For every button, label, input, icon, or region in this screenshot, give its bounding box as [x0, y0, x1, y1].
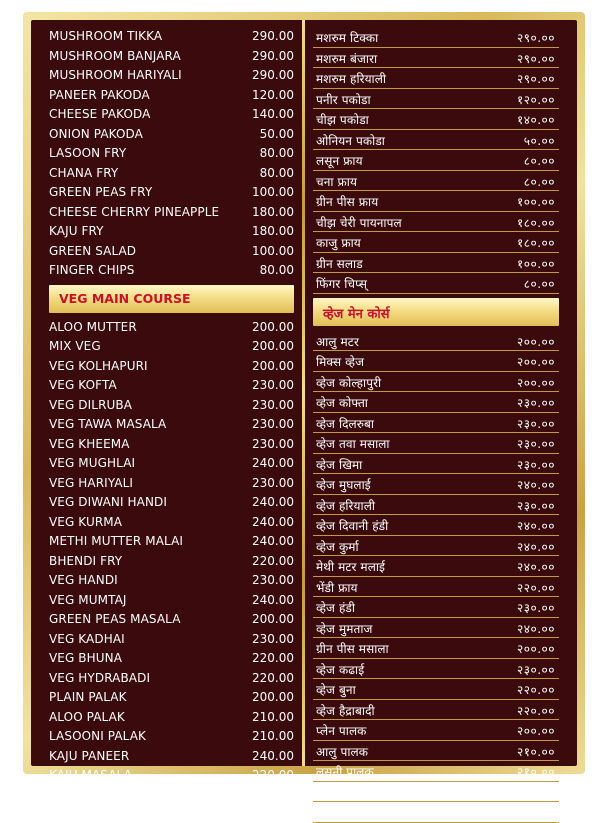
menu-item — [313, 433, 559, 454]
item-name: लसुनी पालक — [316, 765, 374, 779]
menu-item — [313, 495, 559, 516]
item-price: 240.00 — [252, 592, 294, 607]
item-price: २१०.०० — [516, 765, 555, 779]
item-price: 220.00 — [252, 670, 294, 685]
item-name: मशरुम टिक्का — [316, 31, 379, 45]
item-price: 140.00 — [252, 107, 294, 121]
item-name: GREEN PEAS FRY — [49, 185, 153, 199]
menu-item — [313, 171, 559, 192]
menu-item — [49, 708, 294, 728]
menu-item — [49, 630, 294, 650]
item-name: ALOO PALAK — [49, 709, 125, 724]
item-name: VEG TAWA MASALA — [49, 417, 167, 431]
item-price: 100.00 — [252, 243, 294, 258]
menu-item — [313, 679, 559, 700]
menu-item — [49, 649, 294, 669]
marathi-column — [313, 20, 559, 823]
item-name: MIX VEG — [49, 339, 101, 353]
item-name: आलु मटर — [316, 334, 359, 349]
menu-item — [49, 493, 294, 513]
menu-item — [49, 610, 294, 630]
item-name: व्हेज मुघलाई — [316, 478, 371, 492]
item-price: १८०.०० — [516, 215, 555, 230]
item-name: MUSHROOM HARIYALI — [49, 68, 182, 82]
menu-item — [313, 413, 559, 434]
item-price: 200.00 — [252, 690, 294, 704]
menu-item — [49, 454, 294, 474]
item-price: १२०.०० — [516, 92, 555, 107]
item-name: PLAIN PALAK — [49, 690, 127, 704]
menu-item — [49, 474, 294, 494]
item-name: लसून फ्राय — [316, 154, 363, 168]
item-price: ८०.०० — [523, 154, 555, 168]
item-price: 210.00 — [252, 709, 294, 724]
menu-item — [49, 376, 294, 396]
menu-item — [49, 396, 294, 416]
menu-item — [49, 415, 294, 435]
item-name: KAJU MASALA — [49, 768, 132, 782]
item-price: १४०.०० — [516, 113, 555, 127]
item-name: VEG KOLHAPURI — [49, 358, 148, 373]
item-name: VEG MUGHLAI — [49, 456, 136, 470]
item-name: व्हेज तवा मसाला — [316, 437, 390, 451]
item-name: व्हेज कुर्मा — [316, 539, 359, 554]
item-price: 220.00 — [252, 651, 294, 665]
menu-item — [313, 27, 559, 48]
menu-item — [313, 782, 559, 803]
english-column — [49, 20, 294, 786]
item-price: 290.00 — [252, 68, 294, 82]
item-name: GREEN SALAD — [49, 243, 137, 258]
item-name: काजु मसाला — [316, 806, 372, 820]
item-price: 240.00 — [252, 748, 294, 763]
item-price: 230.00 — [252, 417, 294, 431]
item-name: LASOONI PALAK — [49, 729, 147, 743]
item-name: MUSHROOM BANJARA — [49, 48, 181, 63]
item-price: 180.00 — [252, 204, 294, 219]
item-name: ग्रीन सलाड — [316, 256, 363, 271]
menu-item — [313, 253, 559, 274]
item-price: 240.00 — [252, 514, 294, 529]
item-price: 210.00 — [252, 729, 294, 743]
menu-item — [49, 105, 294, 125]
item-price: २३०.०० — [516, 396, 555, 410]
menu-item — [313, 741, 559, 762]
item-name: VEG HARIYALI — [49, 475, 134, 490]
item-price: 80.00 — [259, 146, 294, 160]
item-name: VEG KOFTA — [49, 378, 117, 392]
item-name: व्हेज बुना — [316, 683, 356, 697]
item-name: VEG KADHAI — [49, 631, 125, 646]
item-name: काजु पनीर — [316, 785, 364, 800]
item-name: आलु पालक — [316, 744, 369, 759]
menu-item — [49, 513, 294, 533]
menu-item — [313, 68, 559, 89]
menu-item — [49, 532, 294, 552]
item-name: KAJU PANEER — [49, 748, 130, 763]
item-name: ग्रीन पीस मसाला — [316, 642, 389, 656]
menu-item — [49, 183, 294, 203]
menu-item — [49, 242, 294, 262]
item-price: १८०.०० — [516, 236, 555, 250]
item-price: २३०.०० — [516, 457, 555, 472]
item-name: पनीर पकोडा — [316, 92, 371, 107]
menu-item — [49, 766, 294, 786]
menu-item — [49, 125, 294, 145]
menu-item — [313, 659, 559, 680]
item-price: ५०.०० — [523, 133, 555, 148]
item-price: 230.00 — [252, 378, 294, 392]
menu-item — [313, 577, 559, 598]
item-name: ओनियन पकोडा — [316, 133, 385, 148]
item-price: १००.०० — [516, 195, 555, 209]
item-name: मिक्स व्हेज — [316, 355, 365, 369]
item-name: VEG DILRUBA — [49, 397, 133, 412]
item-name: ONION PAKODA — [49, 126, 143, 141]
item-name: VEG MUMTAJ — [49, 592, 127, 607]
menu-item — [313, 150, 559, 171]
menu-item — [49, 435, 294, 455]
menu-item — [49, 27, 294, 47]
item-price: 230.00 — [252, 475, 294, 490]
item-price: 230.00 — [252, 631, 294, 646]
item-price: 230.00 — [252, 436, 294, 451]
item-price: २००.०० — [516, 375, 555, 390]
item-price: 200.00 — [252, 358, 294, 373]
menu-item — [313, 372, 559, 393]
item-price: 220.00 — [252, 553, 294, 568]
menu-item — [49, 144, 294, 164]
menu-item — [313, 700, 559, 721]
item-name: VEG KURMA — [49, 514, 123, 529]
item-price: २२०.०० — [516, 703, 555, 718]
menu-item — [313, 273, 559, 294]
item-price: 80.00 — [259, 165, 294, 180]
menu-item — [49, 571, 294, 591]
item-name: व्हेज हैद्राबादी — [316, 703, 375, 718]
menu-item — [313, 130, 559, 151]
menu-item — [313, 556, 559, 577]
item-name: व्हेज दिवानी हंडी — [316, 519, 389, 533]
menu-item — [313, 474, 559, 495]
item-name: VEG BHUNA — [49, 651, 123, 665]
item-name: MUSHROOM TIKKA — [49, 29, 163, 43]
item-price: २४०.०० — [516, 478, 555, 492]
item-price: 240.00 — [252, 495, 294, 509]
menu-item — [313, 454, 559, 475]
item-price: २४०.०० — [516, 519, 555, 533]
item-name: ALOO MUTTER — [49, 319, 137, 334]
item-name: मशरुम बंजारा — [316, 51, 378, 66]
menu-item — [49, 86, 294, 106]
item-price: 230.00 — [252, 573, 294, 587]
starters-list-en — [49, 20, 294, 281]
menu-item — [313, 89, 559, 110]
menu-item — [313, 720, 559, 741]
item-price: 100.00 — [252, 185, 294, 199]
menu-item — [49, 164, 294, 184]
item-price: ८०.०० — [523, 277, 555, 291]
item-price: 240.00 — [252, 456, 294, 470]
item-name: व्हेज दिलरुबा — [316, 416, 375, 431]
item-price: १००.०० — [516, 256, 555, 271]
menu-item — [49, 318, 294, 338]
menu-item — [313, 536, 559, 557]
item-price: २३०.०० — [516, 601, 555, 615]
item-name: व्हेज हरियाली — [316, 498, 376, 513]
menu-item — [313, 761, 559, 782]
item-name: काजु फ्राय — [316, 236, 361, 250]
menu-item — [313, 515, 559, 536]
item-price: २००.०० — [516, 355, 555, 369]
menu-item — [49, 669, 294, 689]
item-name: METHI MUTTER MALAI — [49, 534, 184, 548]
item-name: BHENDI FRY — [49, 553, 123, 568]
menu-item — [313, 212, 559, 233]
item-price: २२०.०० — [516, 580, 555, 595]
item-name: CHEESE PAKODA — [49, 107, 151, 121]
item-price: २२०.०० — [516, 806, 555, 820]
item-name: व्हेज कोल्हापुरी — [316, 375, 382, 390]
item-price: २३०.०० — [516, 498, 555, 513]
item-price: 200.00 — [252, 339, 294, 353]
item-price: 220.00 — [252, 768, 294, 782]
item-price: २००.०० — [516, 642, 555, 656]
menu-item — [313, 48, 559, 69]
section-header-veg-main-course-marathi — [313, 298, 559, 326]
menu-item — [313, 232, 559, 253]
item-price: २२०.०० — [516, 683, 555, 697]
item-price: २००.०० — [516, 334, 555, 349]
item-name: मशरुम हरियाली — [316, 72, 387, 86]
menu-item — [313, 638, 559, 659]
item-name: व्हेज हंडी — [316, 601, 356, 615]
item-price: २४०.०० — [516, 621, 555, 636]
item-name: चीझ चेरी पायनापल — [316, 215, 402, 230]
item-name: ग्रीन पीस फ्राय — [316, 195, 379, 209]
item-price: 200.00 — [252, 612, 294, 626]
item-name: व्हेज कोफ्ता — [316, 396, 368, 410]
item-price: 180.00 — [252, 224, 294, 238]
menu-item — [49, 552, 294, 572]
item-name: LASOON FRY — [49, 146, 127, 160]
item-price: २९०.०० — [516, 72, 555, 86]
menu-item — [49, 688, 294, 708]
menu-item — [313, 191, 559, 212]
menu-item — [313, 331, 559, 352]
item-price: २४०.०० — [516, 539, 555, 554]
item-name: चीझ पकोडा — [316, 113, 369, 127]
menu-item — [49, 222, 294, 242]
item-price: २००.०० — [516, 724, 555, 738]
main-course-list-en — [49, 318, 294, 786]
menu-item — [313, 802, 559, 823]
item-price: 290.00 — [252, 48, 294, 63]
item-price: २४०.०० — [516, 560, 555, 574]
item-price: २९०.०० — [516, 31, 555, 45]
item-price: २१०.०० — [516, 744, 555, 759]
item-price: २९०.०० — [516, 51, 555, 66]
main-course-list-hi — [313, 331, 559, 823]
menu-item — [49, 727, 294, 747]
item-name: KAJU FRY — [49, 224, 104, 238]
item-name: VEG HANDI — [49, 573, 118, 587]
item-name: CHEESE CHERRY PINEAPPLE — [49, 204, 220, 219]
menu-item — [49, 591, 294, 611]
item-price: 290.00 — [252, 29, 294, 43]
starters-list-hi — [313, 20, 559, 294]
item-price: ८०.०० — [523, 174, 555, 189]
menu-item — [313, 392, 559, 413]
item-price: 80.00 — [259, 263, 294, 277]
item-name: FINGER CHIPS — [49, 263, 135, 277]
menu-item — [49, 261, 294, 281]
item-name: VEG DIWANI HANDI — [49, 495, 168, 509]
menu-item — [313, 109, 559, 130]
item-name: व्हेज मुमताज — [316, 621, 373, 636]
menu-item — [313, 351, 559, 372]
section-title: व्हेज मेन कोर्स — [323, 306, 390, 322]
item-price: 120.00 — [252, 87, 294, 102]
item-price: 50.00 — [259, 126, 294, 141]
menu-item — [49, 747, 294, 767]
menu-item — [49, 337, 294, 357]
item-name: चना फ्राय — [316, 174, 358, 189]
item-price: २३०.०० — [516, 416, 555, 431]
item-name: प्लेन पालक — [316, 724, 367, 738]
item-price: २४०.०० — [516, 785, 555, 800]
item-price: 200.00 — [252, 319, 294, 334]
item-name: फिंगर चिप्स् — [316, 277, 368, 291]
item-name: VEG HYDRABADI — [49, 670, 151, 685]
section-header-veg-main-course — [49, 285, 294, 313]
item-name: VEG KHEEMA — [49, 436, 130, 451]
item-name: GREEN PEAS MASALA — [49, 612, 181, 626]
menu-item — [49, 203, 294, 223]
item-name: मेथी मटर मलाई — [316, 560, 386, 574]
menu-item — [313, 618, 559, 639]
item-price: 240.00 — [252, 534, 294, 548]
item-price: 230.00 — [252, 397, 294, 412]
item-name: भेंडी फ्राय — [316, 580, 358, 595]
column-divider — [302, 20, 305, 766]
item-price: २३०.०० — [516, 437, 555, 451]
item-name: व्हेज कढाई — [316, 662, 365, 677]
menu-item — [313, 597, 559, 618]
menu-item — [49, 47, 294, 67]
item-name: व्हेज खिमा — [316, 457, 363, 472]
menu-panel — [31, 20, 577, 820]
section-title: VEG MAIN COURSE — [59, 290, 191, 306]
item-name: PANEER PAKODA — [49, 87, 150, 102]
menu-item — [49, 357, 294, 377]
item-name: CHANA FRY — [49, 165, 119, 180]
menu-item — [49, 66, 294, 86]
item-price: २३०.०० — [516, 662, 555, 677]
